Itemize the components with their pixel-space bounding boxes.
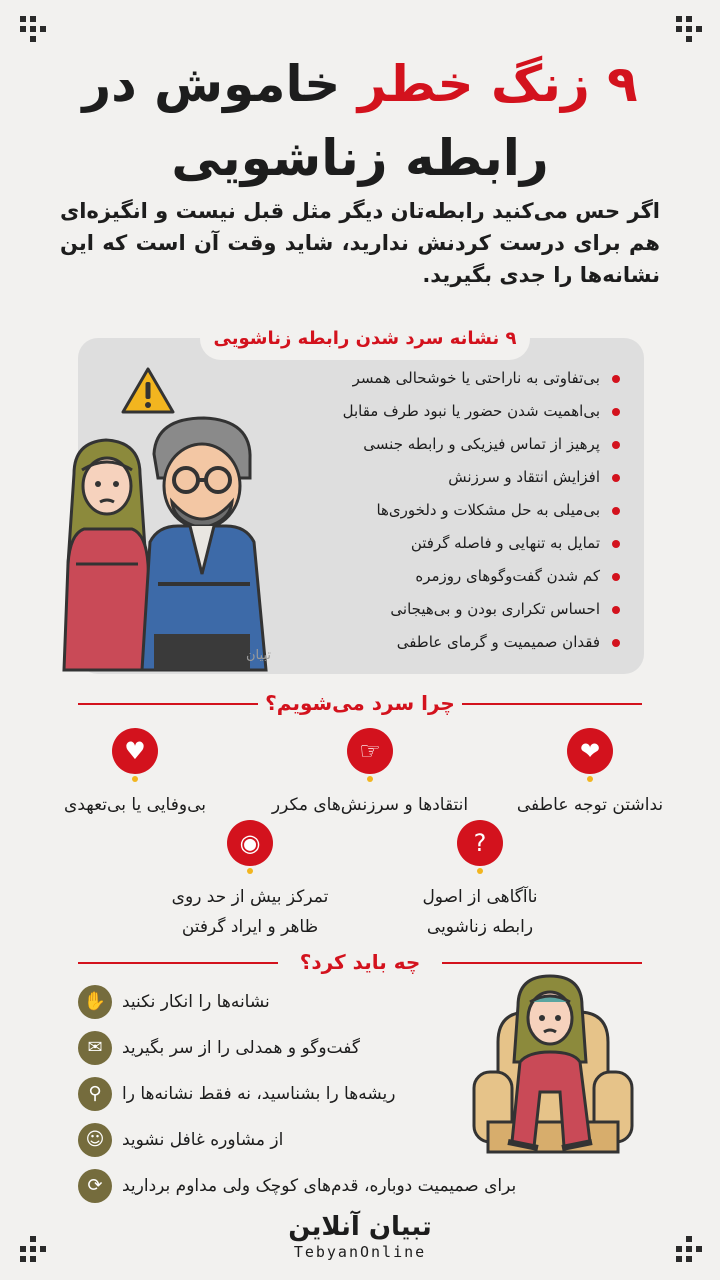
- warning-icon: [120, 366, 176, 416]
- cycle-icon: ⟳: [78, 1169, 112, 1203]
- list-item: بی‌تفاوتی به ناراحتی یا خوشحالی همسر: [280, 362, 620, 395]
- todo-item: ✋ نشانه‌ها را انکار نکنید: [78, 985, 478, 1019]
- bullet-dot: [612, 441, 620, 449]
- brand-name-en: TebyanOnline: [293, 1243, 427, 1261]
- watermark-logo: تبیان: [246, 648, 271, 663]
- bullet-dot: [612, 507, 620, 515]
- reason-item: ♥ بی‌وفایی یا بی‌تعهدی: [30, 728, 240, 820]
- chat-icon: ✉: [78, 1031, 112, 1065]
- bullet-dot: [612, 375, 620, 383]
- signs-list: [280, 362, 620, 659]
- bullet-dot: [612, 540, 620, 548]
- page-title: [0, 50, 720, 118]
- todo-item: ✉ گفت‌وگو و همدلی را از سر بگیرید: [78, 1031, 478, 1065]
- list-item: احساس تکراری بودن و بی‌هیجانی: [280, 593, 620, 626]
- list-item: کم شدن گفت‌وگوهای روزمره: [280, 560, 620, 593]
- page-title-line2: رابطه زناشویی: [171, 129, 549, 187]
- list-item: افزایش انتقاد و سرزنش: [280, 461, 620, 494]
- intro-paragraph: اگر حس می‌کنید رابطه‌تان دیگر مثل قبل نیست و انگیزه‌ای هم برای درست کردنش ندارید، شاید وقت آن است که این نشانه‌ها را جدی بگیرید.: [60, 199, 660, 287]
- hands-heart-icon: ❤: [567, 728, 613, 774]
- list-item: بی‌اهمیت شدن حضور یا نبود طرف مقابل: [280, 395, 620, 428]
- eye-icon: ◉: [227, 820, 273, 866]
- thumbs-down-icon: ✋: [78, 985, 112, 1019]
- bullet-dot: [612, 606, 620, 614]
- bullet-dot: [612, 573, 620, 581]
- list-item: تمایل به تنهایی و فاصله گرفتن: [280, 527, 620, 560]
- title-rest: خاموش در: [82, 55, 341, 113]
- reason-item: ❤ نداشتن توجه عاطفی: [490, 728, 690, 820]
- woman-armchair-illustration: [468, 972, 638, 1172]
- corner-decoration: [20, 16, 46, 42]
- reason-item: ☞ انتقادها و سرزنش‌های مکرر: [250, 728, 490, 820]
- why-section-header: [0, 683, 720, 723]
- pointing-finger-icon: ☞: [347, 728, 393, 774]
- bullet-dot: [612, 639, 620, 647]
- bullet-dot: [612, 408, 620, 416]
- title-highlight: ۹ زنگ خطر: [357, 55, 638, 113]
- brand-logo: [0, 1212, 720, 1262]
- reason-item: ◉ تمرکز بیش از حد روی ظاهر و ایراد گرفتن: [150, 820, 350, 942]
- reason-item: ? ناآگاهی از اصول رابطه زناشویی: [380, 820, 580, 942]
- bullet-dot: [612, 474, 620, 482]
- todo-item: ⚲ ریشه‌ها را بشناسید، نه فقط نشانه‌ها را: [78, 1077, 478, 1111]
- brand-name-fa: تبیان آنلاین: [288, 1212, 432, 1242]
- list-item: پرهیز از تماس فیزیکی و رابطه جنسی: [280, 428, 620, 461]
- why-title: چرا سرد می‌شویم؟: [265, 691, 455, 715]
- todo-title: چه باید کرد؟: [299, 950, 421, 974]
- couple-illustration: [54, 414, 284, 674]
- list-item: فقدان صمیمیت و گرمای عاطفی: [280, 626, 620, 659]
- magnifier-icon: ⚲: [78, 1077, 112, 1111]
- todo-item: ⟳ برای صمیمیت دوباره، قدم‌های کوچک ولی مداوم بردارید: [78, 1169, 578, 1203]
- todo-item: ☺ از مشاوره غافل نشوید: [78, 1123, 478, 1157]
- list-item: بی‌میلی به حل مشکلات و دلخوری‌ها: [280, 494, 620, 527]
- counseling-icon: ☺: [78, 1123, 112, 1157]
- corner-decoration: [676, 16, 702, 42]
- signs-title: ۹ نشانه سرد شدن رابطه زناشویی: [200, 318, 530, 360]
- broken-heart-icon: ♥: [112, 728, 158, 774]
- head-question-icon: ?: [457, 820, 503, 866]
